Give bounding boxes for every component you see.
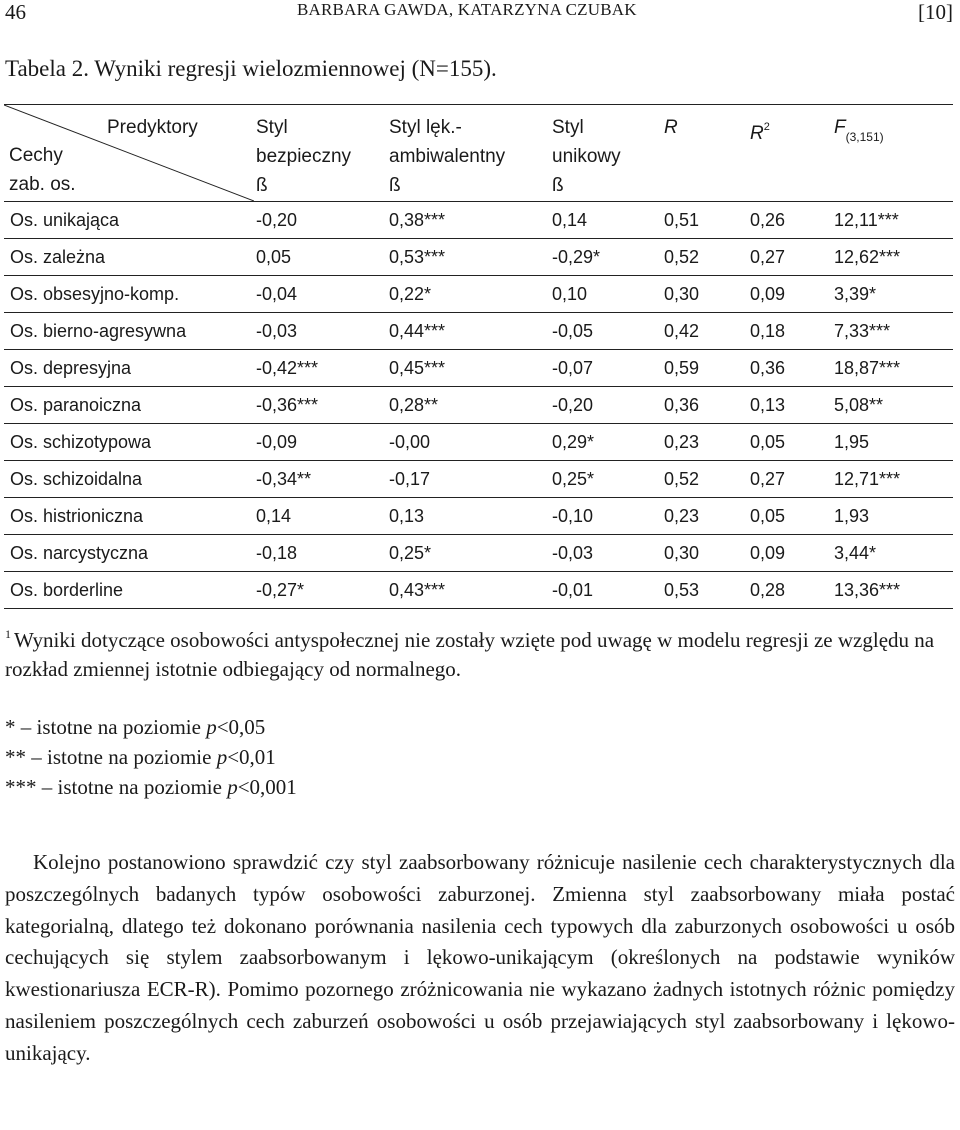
value-cell: 0,36: [750, 358, 786, 378]
trait-name-cell: Os. borderline: [10, 580, 124, 600]
significance-threshold: <0,01: [227, 745, 276, 769]
table-row: [4, 571, 953, 608]
value-cell: -0,09: [256, 432, 298, 452]
footnote-text-part2: rozkład zmiennej istotnie odbiegający od normalnego.: [5, 657, 462, 681]
value-cell: 0,29*: [552, 432, 595, 452]
table-row: [4, 349, 953, 386]
table-header: [4, 105, 953, 201]
value-cell: -0,03: [256, 321, 298, 341]
table-row: [4, 202, 953, 238]
value-cell: -0,42***: [256, 358, 319, 378]
value-cell: 5,08**: [834, 395, 884, 415]
significance-p: p: [206, 715, 217, 739]
value-cell: 12,71***: [834, 469, 901, 489]
value-cell: 0,13: [389, 506, 425, 526]
value-cell: -0,01: [552, 580, 594, 600]
table-row: [4, 460, 953, 497]
trait-name-cell: Os. narcystyczna: [10, 543, 149, 563]
value-cell: 0,45***: [389, 358, 446, 378]
value-cell: 12,62***: [834, 247, 901, 267]
significance-text: – istotne na poziomie: [41, 775, 228, 799]
table-body: [4, 202, 953, 608]
value-cell: -0,29*: [552, 247, 601, 267]
header-line: ß: [389, 175, 401, 196]
value-cell: 1,93: [834, 506, 870, 526]
significance-stars: **: [5, 745, 26, 769]
value-cell: 3,39*: [834, 284, 877, 304]
header-traits: [9, 141, 76, 199]
header-r2-sup: 2: [763, 121, 770, 133]
value-cell: -0,34**: [256, 469, 312, 489]
significance-threshold: <0,05: [216, 715, 266, 739]
value-cell: 0,43***: [389, 580, 446, 600]
value-cell: 0,26: [750, 210, 786, 230]
header-anxious-style: [389, 113, 505, 200]
value-cell: 0,52: [664, 247, 700, 267]
table-row: [4, 238, 953, 275]
trait-name-cell: Os. obsesyjno-komp.: [10, 284, 180, 304]
value-cell: 0,23: [664, 506, 700, 526]
significance-text: – istotne na poziomie: [31, 745, 217, 769]
significance-p: p: [227, 775, 238, 799]
value-cell: 0,28: [750, 580, 786, 600]
value-cell: 0,59: [664, 358, 700, 378]
trait-name-cell: Os. depresyjna: [10, 358, 132, 378]
value-cell: 0,25*: [552, 469, 595, 489]
header-r: R: [664, 117, 678, 138]
header-line: bezpieczny: [256, 146, 352, 167]
value-cell: 0,53***: [389, 247, 446, 267]
significance-stars: *: [5, 715, 16, 739]
value-cell: 0,22*: [389, 284, 432, 304]
value-cell: 0,23: [664, 432, 700, 452]
value-cell: 18,87***: [834, 358, 901, 378]
body-paragraph-text: Kolejno postanowiono sprawdzić czy styl zaabsorbowany różnicuje nasilenie cech charakterystycznych dla poszczególnych badanych typów osobowości zaburzonej. Zmienna styl zaabsorbowany miała postać kategorialną, dlatego też dokonano porównania nasilenia cech typowych dla zaburzonych osobowości u osób cechujących się stylem zaabsorbowanym i lękowo-unikającym (określonych na podstawie wyników kwestionariusza ECR-R). Pomimo pozornego zróżnicowania nie wykazano żadnych istotnych różnic pomiędzy nasileniem poszczególnych cech zaburzeń osobowości u osób przejawiających styl zaabsorbowany i lękowo-unikający.: [5, 850, 955, 1065]
value-cell: 0,53: [664, 580, 700, 600]
value-cell: 0,05: [750, 506, 786, 526]
trait-name-cell: Os. zależna: [10, 247, 106, 267]
significance-text: – istotne na poziomie: [20, 715, 207, 739]
header-line: Styl: [256, 117, 288, 138]
table-bottom-rule: [4, 608, 953, 609]
value-cell: 0,18: [750, 321, 786, 341]
value-cell: -0,10: [552, 506, 594, 526]
value-cell: -0,18: [256, 543, 298, 563]
page-number: 46: [5, 0, 26, 24]
header-traits-line1: Cechy: [9, 145, 63, 166]
value-cell: 0,10: [552, 284, 588, 304]
header-r-squared: [750, 113, 770, 148]
value-cell: 0,27: [750, 469, 786, 489]
value-cell: 3,44*: [834, 543, 877, 563]
header-f: [834, 113, 884, 152]
value-cell: -0,04: [256, 284, 298, 304]
significance-stars: ***: [5, 775, 37, 799]
value-cell: 0,27: [750, 247, 786, 267]
significance-legend: [5, 712, 297, 802]
header-traits-line2: zab. os.: [9, 174, 76, 195]
body-paragraph: [5, 847, 955, 1070]
value-cell: 0,09: [750, 543, 786, 563]
table-footnote: [5, 620, 953, 684]
value-cell: 0,36: [664, 395, 700, 415]
header-line: ambiwalentny: [389, 146, 506, 167]
value-cell: 0,09: [750, 284, 786, 304]
trait-name-cell: Os. schizoidalna: [10, 469, 143, 489]
footnote-marker: 1: [5, 627, 11, 641]
value-cell: -0,03: [552, 543, 594, 563]
table-row: [4, 275, 953, 312]
value-cell: 0,14: [552, 210, 588, 230]
value-cell: 0,05: [256, 247, 292, 267]
value-cell: 0,25*: [389, 543, 432, 563]
value-cell: -0,36***: [256, 395, 319, 415]
table-row: [4, 312, 953, 349]
value-cell: 13,36***: [834, 580, 901, 600]
significance-p: p: [216, 745, 228, 769]
table-row: [4, 497, 953, 534]
trait-name-cell: Os. bierno-agresywna: [10, 321, 187, 341]
page-header: [5, 0, 953, 26]
value-cell: -0,17: [389, 469, 431, 489]
header-line: Styl lęk.-: [389, 117, 462, 138]
value-cell: 7,33***: [834, 321, 891, 341]
value-cell: 0,28**: [389, 395, 439, 415]
value-cell: -0,00: [389, 432, 431, 452]
significance-threshold: <0,001: [237, 775, 297, 799]
reference-number: [10]: [918, 0, 953, 24]
value-cell: 0,38***: [389, 210, 446, 230]
value-cell: 0,13: [750, 395, 786, 415]
value-cell: 12,11***: [834, 210, 899, 230]
header-line: ß: [552, 175, 564, 196]
value-cell: 0,14: [256, 506, 292, 526]
table-row: [4, 423, 953, 460]
value-cell: -0,05: [552, 321, 594, 341]
header-f-sub: (3,151): [845, 130, 884, 144]
value-cell: 0,44***: [389, 321, 446, 341]
value-cell: -0,20: [256, 210, 298, 230]
value-cell: -0,07: [552, 358, 594, 378]
table-row: [4, 386, 953, 423]
header-secure-style: [256, 113, 351, 200]
table-title: Tabela 2. Wyniki regresji wielozmiennowej (N=155).: [5, 56, 497, 81]
trait-name-cell: Os. histrioniczna: [10, 506, 144, 526]
significance-item: [5, 742, 297, 772]
header-line: ß: [256, 175, 268, 196]
value-cell: 0,52: [664, 469, 700, 489]
footnote-text-part1: Wyniki dotyczące osobowości antyspołecznej nie zostały wzięte pod uwagę w modelu regresji ze względu na: [14, 628, 935, 652]
running-authors: BARBARA GAWDA, KATARZYNA CZUBAK: [297, 0, 637, 19]
value-cell: 0,51: [664, 210, 700, 230]
significance-item: [5, 712, 297, 742]
header-avoidant-style: [552, 113, 621, 200]
header-predictors: Predyktory: [107, 117, 198, 138]
value-cell: 0,30: [664, 284, 700, 304]
header-line: unikowy: [552, 146, 621, 167]
header-f-letter: F: [834, 117, 846, 138]
value-cell: 0,42: [664, 321, 700, 341]
table-row: [4, 534, 953, 571]
regression-table: [4, 104, 953, 609]
trait-name-cell: Os. unikająca: [10, 210, 120, 230]
value-cell: 1,95: [834, 432, 870, 452]
value-cell: -0,20: [552, 395, 594, 415]
value-cell: 0,30: [664, 543, 700, 563]
header-line: Styl: [552, 117, 584, 138]
value-cell: -0,27*: [256, 580, 305, 600]
value-cell: 0,05: [750, 432, 786, 452]
trait-name-cell: Os. paranoiczna: [10, 395, 142, 415]
significance-item: [5, 772, 297, 802]
trait-name-cell: Os. schizotypowa: [10, 432, 152, 452]
header-r2-letter: R: [750, 123, 764, 144]
